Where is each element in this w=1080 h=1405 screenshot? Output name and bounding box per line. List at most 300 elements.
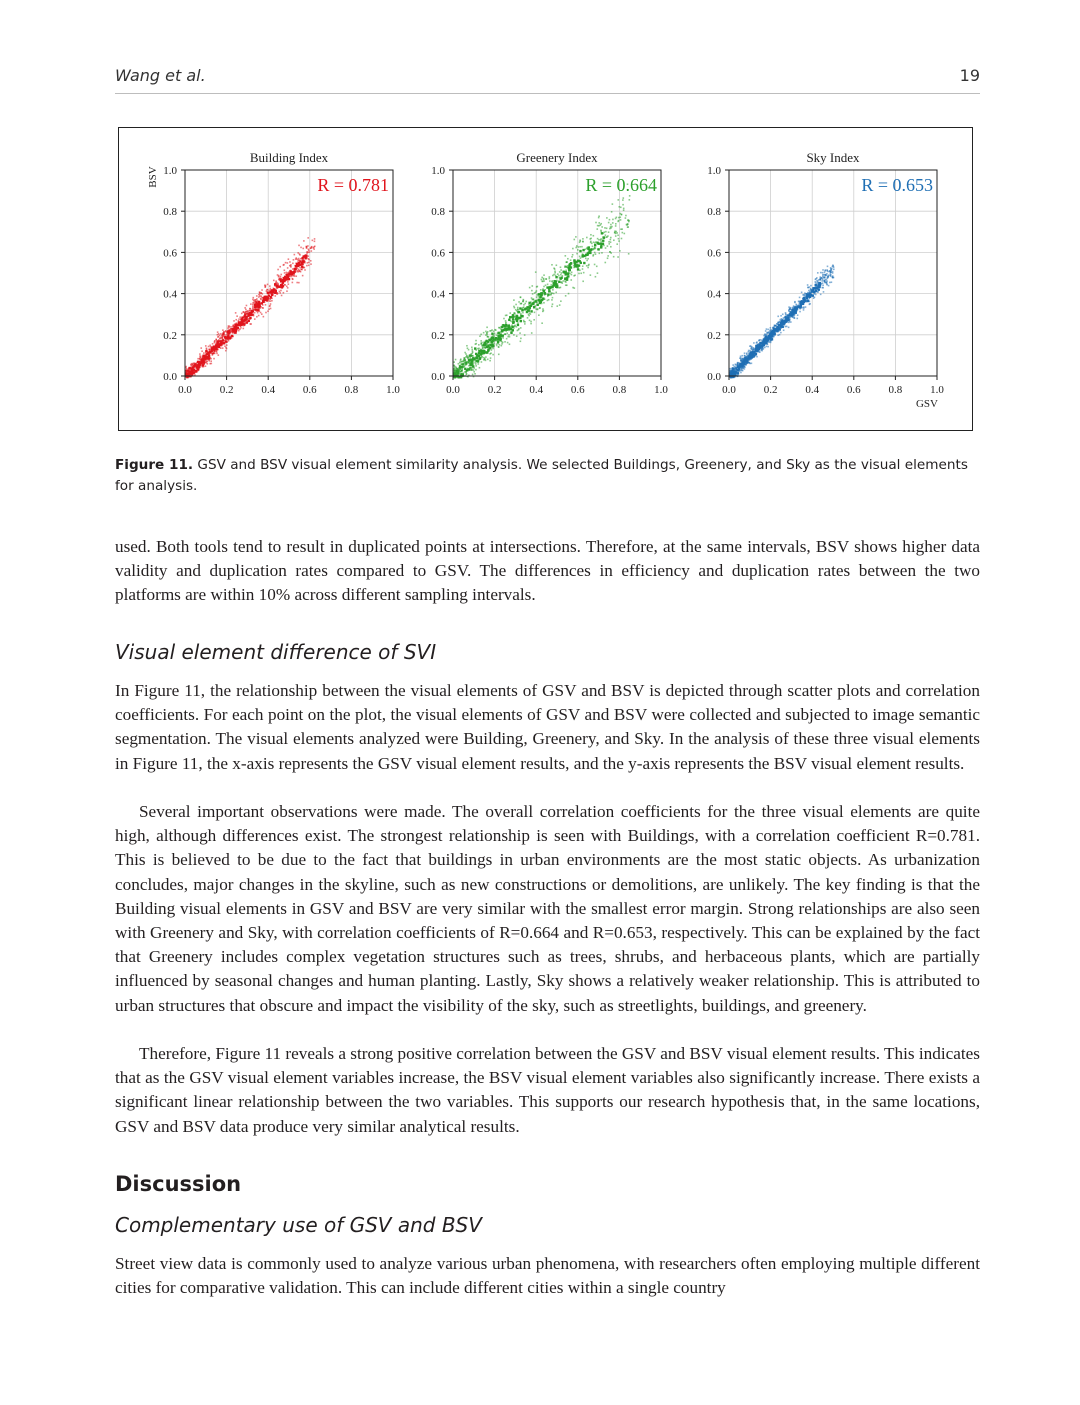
- greenery-point: [524, 334, 526, 336]
- greenery-point: [520, 297, 522, 299]
- greenery-point: [600, 242, 602, 244]
- sky-point: [771, 338, 773, 340]
- building-point: [271, 300, 273, 302]
- greenery-point: [627, 226, 629, 228]
- sky-point: [794, 306, 796, 308]
- greenery-point: [535, 271, 537, 273]
- greenery-point: [588, 252, 590, 254]
- building-point: [241, 313, 243, 315]
- building-point: [235, 319, 237, 321]
- sky-point: [789, 313, 791, 315]
- sky-point: [767, 332, 769, 334]
- greenery-point: [577, 260, 579, 262]
- greenery-point: [541, 322, 543, 324]
- greenery-point: [601, 232, 603, 234]
- building-point: [244, 307, 246, 309]
- greenery-point: [461, 363, 463, 365]
- greenery-point: [567, 275, 569, 277]
- greenery-point: [536, 296, 538, 298]
- building-point: [189, 367, 191, 369]
- greenery-point: [558, 275, 560, 277]
- building-point: [292, 278, 294, 280]
- sky-point: [827, 275, 829, 277]
- sky-point: [823, 277, 825, 279]
- sky-point: [742, 368, 744, 370]
- building-point: [292, 282, 294, 284]
- greenery-point: [531, 285, 533, 287]
- greenery-point: [517, 308, 519, 310]
- building-point: [306, 246, 308, 248]
- greenery-point: [617, 199, 619, 201]
- greenery-points: [453, 183, 630, 378]
- sky-point: [782, 313, 784, 315]
- greenery-point: [573, 259, 575, 261]
- greenery-point: [486, 333, 488, 335]
- greenery-point: [610, 246, 612, 248]
- greenery-point: [568, 269, 570, 271]
- building-point: [215, 348, 217, 350]
- greenery-point: [615, 233, 617, 235]
- sky-point: [817, 291, 819, 293]
- building-point: [287, 262, 289, 264]
- greenery-point: [455, 359, 457, 361]
- building-point: [206, 348, 208, 350]
- building-point: [224, 345, 226, 347]
- building-point: [259, 295, 261, 297]
- greenery-point: [505, 320, 507, 322]
- greenery-point: [618, 238, 620, 240]
- sky-point: [780, 315, 782, 317]
- greenery-point: [475, 369, 477, 371]
- greenery-point: [480, 342, 482, 344]
- greenery-xtick-label: 0.8: [612, 384, 627, 396]
- sky-point: [809, 291, 811, 293]
- building-point: [270, 303, 272, 305]
- sky-ytick-label: 1.0: [707, 165, 721, 177]
- greenery-point: [573, 261, 575, 263]
- building-point: [298, 245, 300, 247]
- greenery-ytick-label: 1.0: [431, 165, 445, 177]
- building-point: [206, 353, 208, 355]
- sky-point: [783, 329, 785, 331]
- building-point: [200, 347, 202, 349]
- greenery-point: [595, 276, 597, 278]
- sky-point: [795, 312, 797, 314]
- sky-points: [729, 264, 835, 378]
- greenery-point: [594, 264, 596, 266]
- greenery-point: [609, 219, 611, 221]
- greenery-point: [590, 238, 592, 240]
- greenery-point: [583, 272, 585, 274]
- sky-point: [832, 272, 834, 274]
- building-point: [222, 329, 224, 331]
- building-point: [223, 331, 225, 333]
- building-point: [272, 289, 274, 291]
- building-point: [212, 343, 214, 345]
- greenery-point: [558, 281, 560, 283]
- running-header-author: Wang et al.: [115, 66, 206, 85]
- greenery-point: [610, 241, 612, 243]
- greenery-point: [521, 309, 523, 311]
- building-point: [260, 299, 262, 301]
- x-axis-label: GSV: [915, 398, 939, 410]
- sky-point: [822, 269, 824, 271]
- building-point: [214, 342, 216, 344]
- greenery-point: [607, 257, 609, 259]
- building-point: [227, 335, 229, 337]
- greenery-point: [530, 321, 532, 323]
- greenery-point: [527, 317, 529, 319]
- building-point: [254, 306, 256, 308]
- building-point: [248, 320, 250, 322]
- sky-point: [823, 291, 825, 293]
- sky-point: [729, 368, 731, 370]
- building-point: [260, 312, 262, 314]
- sky-ytick-label: 0.8: [707, 206, 721, 219]
- sky-point: [807, 284, 809, 286]
- greenery-point: [485, 331, 487, 333]
- greenery-point: [507, 336, 509, 338]
- greenery-point: [553, 293, 555, 295]
- greenery-point: [477, 348, 479, 350]
- building-xtick-label: 0.6: [302, 384, 317, 396]
- greenery-point: [469, 354, 471, 356]
- greenery-point: [586, 265, 588, 267]
- figure-caption: [115, 455, 980, 497]
- greenery-point: [596, 228, 598, 230]
- building-point: [306, 265, 308, 267]
- greenery-point: [520, 303, 522, 305]
- building-point: [255, 301, 257, 303]
- greenery-point: [543, 302, 545, 304]
- greenery-point: [565, 255, 567, 257]
- building-point: [233, 320, 235, 322]
- building-point: [301, 263, 303, 265]
- building-point: [207, 363, 209, 365]
- sky-point: [779, 319, 781, 321]
- sky-point: [742, 363, 744, 365]
- greenery-point: [540, 294, 542, 296]
- greenery-point: [618, 206, 620, 208]
- sky-point: [788, 306, 790, 308]
- sky-point: [795, 309, 797, 311]
- greenery-point: [617, 234, 619, 236]
- building-point: [261, 313, 263, 315]
- sky-point: [753, 354, 755, 356]
- sky-xtick-label: 0.6: [846, 384, 861, 396]
- greenery-point: [594, 252, 596, 254]
- sky-xtick-label: 1.0: [930, 384, 944, 396]
- greenery-point: [453, 361, 455, 363]
- building-point: [216, 351, 218, 353]
- sky-point: [785, 312, 787, 314]
- sky-point: [824, 279, 826, 281]
- sky-point: [733, 366, 735, 368]
- greenery-point: [509, 316, 511, 318]
- greenery-point: [625, 217, 627, 219]
- greenery-point: [513, 334, 515, 336]
- sky-point: [737, 362, 739, 364]
- building-point: [293, 259, 295, 261]
- greenery-point: [476, 357, 478, 359]
- sky-point: [796, 318, 798, 320]
- greenery-point: [464, 358, 466, 360]
- sky-plot-title: Sky Index: [806, 150, 860, 165]
- greenery-point: [516, 315, 518, 317]
- building-point: [256, 298, 258, 300]
- sky-point: [746, 359, 748, 361]
- greenery-point: [615, 231, 617, 233]
- building-point: [283, 292, 285, 294]
- sky-point: [746, 353, 748, 355]
- building-point: [269, 305, 271, 307]
- greenery-point: [496, 334, 498, 336]
- greenery-point: [577, 249, 579, 251]
- sky-point: [767, 329, 769, 331]
- building-point: [298, 258, 300, 260]
- building-point: [265, 312, 267, 314]
- building-point: [300, 271, 302, 273]
- sky-point: [803, 309, 805, 311]
- greenery-point: [457, 368, 459, 370]
- greenery-point: [555, 292, 557, 294]
- greenery-point: [492, 336, 494, 338]
- building-point: [261, 289, 263, 291]
- greenery-point: [572, 248, 574, 250]
- building-xtick-label: 0.2: [219, 384, 234, 396]
- greenery-ytick-label: 0.6: [431, 247, 445, 260]
- greenery-point: [542, 311, 544, 313]
- greenery-ytick-label: 0.8: [431, 206, 445, 219]
- greenery-point: [492, 348, 494, 350]
- greenery-point: [456, 370, 458, 372]
- figure-caption-text: GSV and BSV visual element similarity analysis. We selected Buildings, Greenery, and Sky as the visual elements for analysis.: [115, 457, 968, 494]
- greenery-point: [515, 309, 517, 311]
- greenery-point: [611, 211, 613, 213]
- greenery-point: [522, 307, 524, 309]
- sky-point: [753, 347, 755, 349]
- sky-ytick-label: 0.0: [707, 371, 721, 383]
- building-point: [266, 289, 268, 291]
- building-point: [233, 330, 235, 332]
- building-point: [252, 297, 254, 299]
- building-point: [309, 251, 311, 253]
- building-point: [220, 340, 222, 342]
- sky-point: [815, 279, 817, 281]
- building-point: [310, 260, 312, 262]
- greenery-point: [595, 253, 597, 255]
- building-point: [270, 288, 272, 290]
- greenery-point: [553, 267, 555, 269]
- greenery-point: [559, 287, 561, 289]
- building-point: [312, 240, 314, 242]
- building-point: [262, 300, 264, 302]
- building-xtick-label: 1.0: [386, 384, 400, 396]
- building-point: [284, 272, 286, 274]
- building-point: [294, 254, 296, 256]
- sky-point: [810, 285, 812, 287]
- building-points: [185, 237, 316, 378]
- greenery-point: [570, 259, 572, 261]
- sky-point: [750, 356, 752, 358]
- building-point: [275, 280, 277, 282]
- greenery-point: [501, 329, 503, 331]
- greenery-point: [502, 342, 504, 344]
- building-point: [292, 268, 294, 270]
- greenery-point: [512, 318, 514, 320]
- greenery-point: [547, 284, 549, 286]
- sky-point: [765, 330, 767, 332]
- sky-xtick-label: 0.8: [888, 384, 903, 396]
- sky-point: [822, 272, 824, 274]
- building-point: [249, 317, 251, 319]
- sky-point: [826, 284, 828, 286]
- greenery-point: [527, 309, 529, 311]
- building-point: [274, 283, 276, 285]
- greenery-point: [533, 306, 535, 308]
- building-point: [286, 285, 288, 287]
- greenery-point: [608, 243, 610, 245]
- greenery-point: [565, 270, 567, 272]
- building-point: [297, 260, 299, 262]
- sky-point: [812, 287, 814, 289]
- sky-point: [785, 314, 787, 316]
- greenery-point: [480, 352, 482, 354]
- building-point: [202, 355, 204, 357]
- sky-point: [820, 294, 822, 296]
- greenery-point: [601, 252, 603, 254]
- greenery-point: [610, 239, 612, 241]
- building-point: [245, 309, 247, 311]
- greenery-point: [594, 244, 596, 246]
- building-point: [238, 330, 240, 332]
- sky-point: [795, 304, 797, 306]
- greenery-point: [458, 363, 460, 365]
- greenery-point: [578, 273, 580, 275]
- building-point: [240, 327, 242, 329]
- sky-point: [783, 317, 785, 319]
- greenery-point: [533, 319, 535, 321]
- greenery-point: [538, 314, 540, 316]
- greenery-point: [620, 228, 622, 230]
- figure-11-frame: [118, 127, 973, 431]
- greenery-point: [623, 208, 625, 210]
- building-point: [226, 334, 228, 336]
- greenery-point: [586, 237, 588, 239]
- building-point: [215, 344, 217, 346]
- subheading-complementary-use: Complementary use of GSV and BSV: [115, 1213, 482, 1237]
- building-point: [205, 345, 207, 347]
- greenery-point: [627, 223, 629, 225]
- greenery-point: [551, 299, 553, 301]
- sky-point: [804, 300, 806, 302]
- greenery-point: [549, 287, 551, 289]
- greenery-point: [561, 272, 563, 274]
- greenery-point: [581, 246, 583, 248]
- sky-point: [825, 269, 827, 271]
- greenery-point: [487, 340, 489, 342]
- greenery-point: [568, 293, 570, 295]
- greenery-point: [579, 269, 581, 271]
- building-point: [197, 366, 199, 368]
- building-point: [287, 287, 289, 289]
- greenery-point: [602, 240, 604, 242]
- greenery-point: [608, 241, 610, 243]
- building-point: [190, 364, 192, 366]
- building-point: [228, 332, 230, 334]
- greenery-point: [553, 284, 555, 286]
- greenery-point: [549, 276, 551, 278]
- greenery-point: [547, 293, 549, 295]
- greenery-point: [567, 258, 569, 260]
- sky-point: [776, 328, 778, 330]
- building-point: [291, 273, 293, 275]
- greenery-point: [560, 269, 562, 271]
- sky-point: [749, 350, 751, 352]
- building-point: [208, 360, 210, 362]
- greenery-ytick-label: 0.0: [431, 371, 445, 383]
- greenery-point: [523, 299, 525, 301]
- greenery-point: [597, 272, 599, 274]
- sky-point: [809, 304, 811, 306]
- greenery-point: [496, 343, 498, 345]
- greenery-point: [488, 336, 490, 338]
- greenery-point: [508, 334, 510, 336]
- building-point: [216, 353, 218, 355]
- sky-point: [827, 266, 829, 268]
- greenery-point: [623, 209, 625, 211]
- greenery-point: [618, 240, 620, 242]
- building-point: [220, 343, 222, 345]
- sky-point: [817, 272, 819, 274]
- greenery-point: [517, 307, 519, 309]
- sky-point: [759, 339, 761, 341]
- greenery-point: [576, 265, 578, 267]
- greenery-point: [473, 362, 475, 364]
- sky-point: [768, 341, 770, 343]
- greenery-point: [559, 271, 561, 273]
- building-point: [205, 350, 207, 352]
- building-point: [258, 315, 260, 317]
- greenery-point: [495, 329, 497, 331]
- greenery-point: [605, 247, 607, 249]
- greenery-point: [479, 357, 481, 359]
- building-ytick-label: 0.8: [163, 206, 177, 219]
- building-point: [284, 269, 286, 271]
- sky-point: [740, 357, 742, 359]
- greenery-point: [489, 353, 491, 355]
- building-point: [311, 250, 313, 252]
- building-point: [265, 304, 267, 306]
- greenery-point: [615, 225, 617, 227]
- building-point: [306, 247, 308, 249]
- building-point: [250, 323, 252, 325]
- greenery-point: [479, 335, 481, 337]
- sky-point: [821, 287, 823, 289]
- sky-point: [790, 307, 792, 309]
- greenery-point: [550, 284, 552, 286]
- building-point: [192, 366, 194, 368]
- greenery-point: [576, 253, 578, 255]
- greenery-point: [462, 360, 464, 362]
- building-point: [302, 248, 304, 250]
- greenery-point: [560, 274, 562, 276]
- sky-point: [732, 368, 734, 370]
- building-point: [241, 317, 243, 319]
- greenery-point: [555, 281, 557, 283]
- greenery-point: [566, 261, 568, 263]
- greenery-point: [598, 222, 600, 224]
